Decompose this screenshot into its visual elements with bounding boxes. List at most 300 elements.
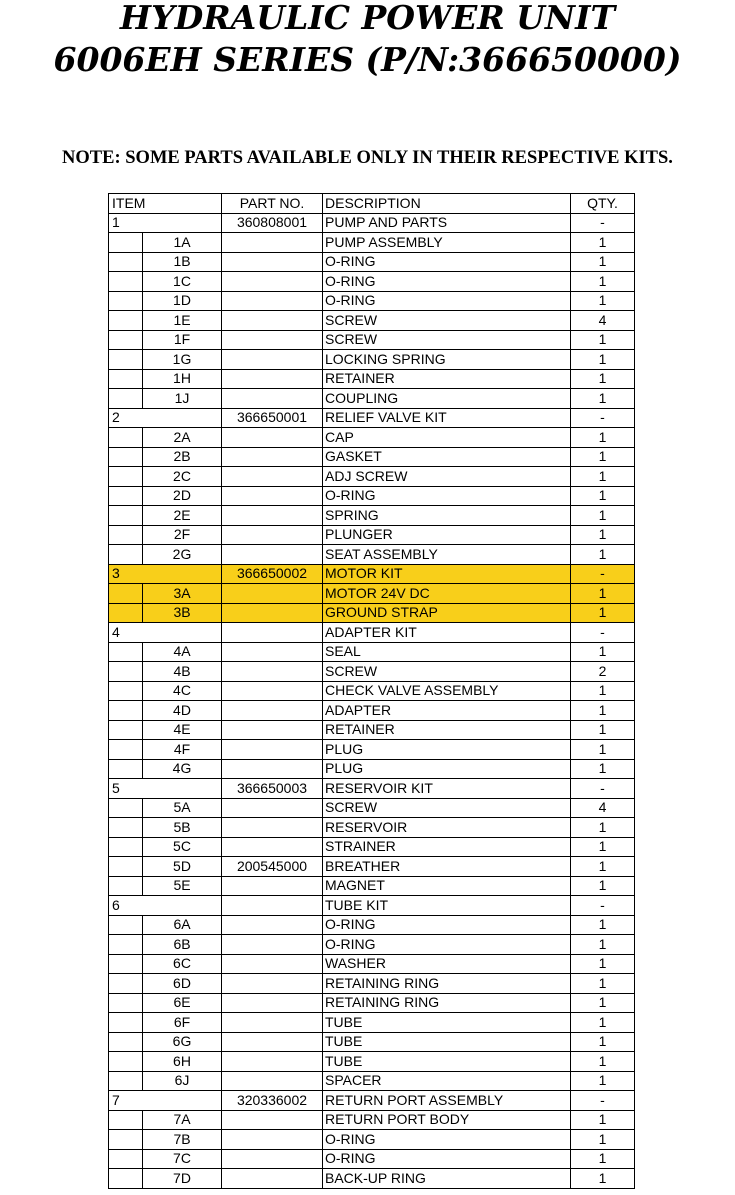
description-cell: O-RING: [323, 1149, 571, 1169]
description-cell: SPACER: [323, 1071, 571, 1091]
parts-table: [108, 193, 635, 1189]
parts-table-header: [109, 194, 635, 214]
description-cell: ADJ SCREW: [323, 467, 571, 487]
description-cell: ADAPTER KIT: [323, 623, 571, 643]
description-cell: LOCKING SPRING: [323, 350, 571, 370]
parts-table-body: [109, 213, 635, 1188]
part-number-cell: [222, 662, 323, 682]
description-cell: RELIEF VALVE KIT: [323, 408, 571, 428]
qty-cell: 1: [571, 857, 635, 877]
item-spacer-cell: [109, 330, 143, 350]
item-number-cell: 3A: [143, 584, 222, 604]
part-number-cell: [222, 233, 323, 253]
part-number-cell: [222, 1149, 323, 1169]
item-number-cell: 4B: [143, 662, 222, 682]
part-number-cell: [222, 1052, 323, 1072]
item-number-cell: 4A: [143, 642, 222, 662]
header-qty: QTY.: [571, 194, 635, 214]
item-spacer-cell: [109, 818, 143, 838]
part-row: [109, 701, 635, 721]
part-number-cell: [222, 681, 323, 701]
part-row: [109, 272, 635, 292]
item-spacer-cell: [109, 486, 143, 506]
item-spacer-cell: [109, 1110, 143, 1130]
part-number-cell: [222, 1071, 323, 1091]
description-cell: WASHER: [323, 954, 571, 974]
item-spacer-cell: [109, 662, 143, 682]
item-spacer-cell: [109, 1013, 143, 1033]
item-spacer-cell: [109, 389, 143, 409]
part-row: [109, 642, 635, 662]
item-number-cell: 6D: [143, 974, 222, 994]
item-number-cell: 5D: [143, 857, 222, 877]
part-row: [109, 798, 635, 818]
part-number-cell: [222, 1013, 323, 1033]
item-spacer-cell: [109, 798, 143, 818]
part-number-cell: [222, 954, 323, 974]
item-spacer-cell: [109, 311, 143, 331]
part-row: [109, 428, 635, 448]
item-number-cell: 7: [109, 1091, 222, 1111]
header-description: DESCRIPTION: [323, 194, 571, 214]
part-row: [109, 545, 635, 565]
part-row: [109, 837, 635, 857]
qty-cell: 1: [571, 291, 635, 311]
description-cell: MOTOR KIT: [323, 564, 571, 584]
part-number-cell: 366650001: [222, 408, 323, 428]
part-row: [109, 1130, 635, 1150]
part-row: [109, 818, 635, 838]
description-cell: PUMP ASSEMBLY: [323, 233, 571, 253]
item-spacer-cell: [109, 1052, 143, 1072]
qty-cell: 1: [571, 506, 635, 526]
part-number-cell: [222, 1110, 323, 1130]
description-cell: SEAT ASSEMBLY: [323, 545, 571, 565]
part-row: [109, 1110, 635, 1130]
part-number-cell: [222, 389, 323, 409]
part-number-cell: 366650002: [222, 564, 323, 584]
qty-cell: 1: [571, 1110, 635, 1130]
item-number-cell: 2G: [143, 545, 222, 565]
qty-cell: 1: [571, 233, 635, 253]
part-row: [109, 1149, 635, 1169]
item-number-cell: 6A: [143, 915, 222, 935]
part-number-cell: [222, 915, 323, 935]
document-title-line1: HYDRAULIC POWER UNIT: [119, 0, 616, 37]
item-spacer-cell: [109, 857, 143, 877]
qty-cell: 1: [571, 720, 635, 740]
item-number-cell: 5C: [143, 837, 222, 857]
item-spacer-cell: [109, 681, 143, 701]
item-spacer-cell: [109, 935, 143, 955]
item-number-cell: 1F: [143, 330, 222, 350]
item-number-cell: 7C: [143, 1149, 222, 1169]
part-row: [109, 759, 635, 779]
part-number-cell: 360808001: [222, 213, 323, 233]
item-number-cell: 5B: [143, 818, 222, 838]
item-spacer-cell: [109, 447, 143, 467]
qty-cell: 1: [571, 876, 635, 896]
item-spacer-cell: [109, 993, 143, 1013]
item-number-cell: 4D: [143, 701, 222, 721]
part-number-cell: [222, 291, 323, 311]
part-number-cell: [222, 1032, 323, 1052]
kit-row: [109, 213, 635, 233]
item-spacer-cell: [109, 252, 143, 272]
qty-cell: 1: [571, 974, 635, 994]
description-cell: O-RING: [323, 252, 571, 272]
item-spacer-cell: [109, 974, 143, 994]
part-number-cell: [222, 759, 323, 779]
part-row: [109, 1032, 635, 1052]
qty-cell: 1: [571, 915, 635, 935]
part-number-cell: [222, 1169, 323, 1189]
item-number-cell: 5A: [143, 798, 222, 818]
part-row: [109, 1169, 635, 1189]
part-number-cell: [222, 330, 323, 350]
item-number-cell: 1J: [143, 389, 222, 409]
qty-cell: -: [571, 564, 635, 584]
qty-cell: 1: [571, 525, 635, 545]
part-number-cell: 200545000: [222, 857, 323, 877]
qty-cell: 1: [571, 681, 635, 701]
part-row: [109, 584, 635, 604]
item-spacer-cell: [109, 350, 143, 370]
qty-cell: 1: [571, 759, 635, 779]
qty-cell: 1: [571, 603, 635, 623]
description-cell: RESERVOIR KIT: [323, 779, 571, 799]
description-cell: BACK-UP RING: [323, 1169, 571, 1189]
item-number-cell: 1D: [143, 291, 222, 311]
part-number-cell: [222, 584, 323, 604]
qty-cell: 1: [571, 954, 635, 974]
item-spacer-cell: [109, 1071, 143, 1091]
item-spacer-cell: [109, 720, 143, 740]
description-cell: CAP: [323, 428, 571, 448]
qty-cell: 1: [571, 1052, 635, 1072]
description-cell: TUBE: [323, 1052, 571, 1072]
item-number-cell: 2E: [143, 506, 222, 526]
part-number-cell: [222, 642, 323, 662]
item-number-cell: 6E: [143, 993, 222, 1013]
item-number-cell: 2A: [143, 428, 222, 448]
item-spacer-cell: [109, 272, 143, 292]
part-number-cell: [222, 252, 323, 272]
qty-cell: 4: [571, 311, 635, 331]
part-row: [109, 252, 635, 272]
part-number-cell: [222, 447, 323, 467]
qty-cell: -: [571, 1091, 635, 1111]
description-cell: RETURN PORT BODY: [323, 1110, 571, 1130]
part-number-cell: [222, 506, 323, 526]
item-spacer-cell: [109, 915, 143, 935]
item-spacer-cell: [109, 954, 143, 974]
kit-row: [109, 1091, 635, 1111]
kit-row: [109, 408, 635, 428]
item-number-cell: 6: [109, 896, 222, 916]
qty-cell: -: [571, 408, 635, 428]
qty-cell: 1: [571, 369, 635, 389]
qty-cell: 2: [571, 662, 635, 682]
qty-cell: 1: [571, 350, 635, 370]
item-spacer-cell: [109, 291, 143, 311]
item-spacer-cell: [109, 369, 143, 389]
part-number-cell: [222, 467, 323, 487]
item-number-cell: 2: [109, 408, 222, 428]
description-cell: SCREW: [323, 330, 571, 350]
qty-cell: -: [571, 779, 635, 799]
part-number-cell: 366650003: [222, 779, 323, 799]
part-number-cell: [222, 974, 323, 994]
part-row: [109, 876, 635, 896]
qty-cell: 1: [571, 1169, 635, 1189]
description-cell: SCREW: [323, 798, 571, 818]
part-number-cell: [222, 525, 323, 545]
item-spacer-cell: [109, 584, 143, 604]
part-row: [109, 330, 635, 350]
part-row: [109, 525, 635, 545]
description-cell: O-RING: [323, 915, 571, 935]
part-number-cell: [222, 837, 323, 857]
part-number-cell: [222, 993, 323, 1013]
item-number-cell: 2D: [143, 486, 222, 506]
item-number-cell: 5: [109, 779, 222, 799]
qty-cell: 1: [571, 1130, 635, 1150]
part-row: [109, 915, 635, 935]
part-number-cell: [222, 818, 323, 838]
qty-cell: 1: [571, 584, 635, 604]
part-number-cell: [222, 1130, 323, 1150]
qty-cell: 1: [571, 447, 635, 467]
item-number-cell: 1G: [143, 350, 222, 370]
part-row: [109, 993, 635, 1013]
item-spacer-cell: [109, 428, 143, 448]
part-row: [109, 233, 635, 253]
item-number-cell: 1C: [143, 272, 222, 292]
qty-cell: 1: [571, 330, 635, 350]
item-number-cell: 1E: [143, 311, 222, 331]
description-cell: O-RING: [323, 935, 571, 955]
item-spacer-cell: [109, 233, 143, 253]
kit-row: [109, 623, 635, 643]
kit-row: [109, 779, 635, 799]
qty-cell: 1: [571, 545, 635, 565]
item-spacer-cell: [109, 467, 143, 487]
description-cell: RETAINER: [323, 720, 571, 740]
description-cell: TUBE: [323, 1013, 571, 1033]
part-row: [109, 311, 635, 331]
item-number-cell: 1B: [143, 252, 222, 272]
part-number-cell: [222, 798, 323, 818]
qty-cell: 1: [571, 837, 635, 857]
part-number-cell: [222, 369, 323, 389]
description-cell: O-RING: [323, 272, 571, 292]
part-row: [109, 291, 635, 311]
qty-cell: 1: [571, 486, 635, 506]
item-spacer-cell: [109, 1032, 143, 1052]
item-spacer-cell: [109, 1149, 143, 1169]
qty-cell: 1: [571, 818, 635, 838]
item-number-cell: 1H: [143, 369, 222, 389]
qty-cell: 1: [571, 1149, 635, 1169]
qty-cell: 1: [571, 1071, 635, 1091]
part-number-cell: [222, 740, 323, 760]
item-number-cell: 4G: [143, 759, 222, 779]
part-row: [109, 974, 635, 994]
qty-cell: 1: [571, 701, 635, 721]
qty-cell: 1: [571, 428, 635, 448]
item-number-cell: 7A: [143, 1110, 222, 1130]
qty-cell: 1: [571, 252, 635, 272]
item-number-cell: 6H: [143, 1052, 222, 1072]
part-number-cell: [222, 272, 323, 292]
item-number-cell: 7B: [143, 1130, 222, 1150]
item-number-cell: 6F: [143, 1013, 222, 1033]
description-cell: TUBE: [323, 1032, 571, 1052]
description-cell: MOTOR 24V DC: [323, 584, 571, 604]
item-number-cell: 4E: [143, 720, 222, 740]
parts-note: NOTE: SOME PARTS AVAILABLE ONLY IN THEIR RESPECTIVE KITS.: [62, 148, 673, 168]
item-number-cell: 4C: [143, 681, 222, 701]
part-number-cell: 320336002: [222, 1091, 323, 1111]
item-number-cell: 6J: [143, 1071, 222, 1091]
part-row: [109, 935, 635, 955]
part-number-cell: [222, 311, 323, 331]
qty-cell: 1: [571, 1032, 635, 1052]
part-row: [109, 447, 635, 467]
description-cell: GASKET: [323, 447, 571, 467]
header-item: ITEM: [109, 194, 222, 214]
item-number-cell: 3: [109, 564, 222, 584]
description-cell: PLUNGER: [323, 525, 571, 545]
part-row: [109, 603, 635, 623]
item-number-cell: 6G: [143, 1032, 222, 1052]
part-row: [109, 662, 635, 682]
item-number-cell: 3B: [143, 603, 222, 623]
item-spacer-cell: [109, 740, 143, 760]
part-number-cell: [222, 428, 323, 448]
item-number-cell: 4: [109, 623, 222, 643]
description-cell: RETURN PORT ASSEMBLY: [323, 1091, 571, 1111]
item-number-cell: 6C: [143, 954, 222, 974]
qty-cell: 1: [571, 935, 635, 955]
description-cell: RETAINING RING: [323, 993, 571, 1013]
part-number-cell: [222, 623, 323, 643]
item-number-cell: 5E: [143, 876, 222, 896]
part-row: [109, 1052, 635, 1072]
kit-row: [109, 564, 635, 584]
description-cell: BREATHER: [323, 857, 571, 877]
item-spacer-cell: [109, 837, 143, 857]
item-spacer-cell: [109, 545, 143, 565]
item-spacer-cell: [109, 506, 143, 526]
description-cell: PLUG: [323, 759, 571, 779]
qty-cell: 1: [571, 740, 635, 760]
description-cell: O-RING: [323, 1130, 571, 1150]
part-row: [109, 486, 635, 506]
header-part-no: PART NO.: [222, 194, 323, 214]
item-number-cell: 2B: [143, 447, 222, 467]
description-cell: RETAINER: [323, 369, 571, 389]
part-number-cell: [222, 603, 323, 623]
qty-cell: -: [571, 896, 635, 916]
part-row: [109, 467, 635, 487]
part-row: [109, 350, 635, 370]
item-spacer-cell: [109, 1130, 143, 1150]
qty-cell: 1: [571, 1013, 635, 1033]
part-row: [109, 681, 635, 701]
part-number-cell: [222, 545, 323, 565]
qty-cell: 1: [571, 467, 635, 487]
description-cell: CHECK VALVE ASSEMBLY: [323, 681, 571, 701]
description-cell: MAGNET: [323, 876, 571, 896]
part-number-cell: [222, 935, 323, 955]
item-spacer-cell: [109, 525, 143, 545]
description-cell: RETAINING RING: [323, 974, 571, 994]
item-number-cell: 2C: [143, 467, 222, 487]
description-cell: COUPLING: [323, 389, 571, 409]
qty-cell: 1: [571, 642, 635, 662]
item-spacer-cell: [109, 759, 143, 779]
description-cell: SEAL: [323, 642, 571, 662]
part-row: [109, 740, 635, 760]
description-cell: O-RING: [323, 486, 571, 506]
item-spacer-cell: [109, 1169, 143, 1189]
qty-cell: 1: [571, 993, 635, 1013]
part-row: [109, 1013, 635, 1033]
item-spacer-cell: [109, 701, 143, 721]
item-number-cell: 7D: [143, 1169, 222, 1189]
qty-cell: -: [571, 623, 635, 643]
part-number-cell: [222, 486, 323, 506]
item-number-cell: 1: [109, 213, 222, 233]
description-cell: STRAINER: [323, 837, 571, 857]
part-row: [109, 506, 635, 526]
part-row: [109, 954, 635, 974]
description-cell: O-RING: [323, 291, 571, 311]
part-number-cell: [222, 720, 323, 740]
description-cell: SCREW: [323, 662, 571, 682]
part-row: [109, 389, 635, 409]
item-spacer-cell: [109, 642, 143, 662]
qty-cell: 1: [571, 389, 635, 409]
description-cell: PLUG: [323, 740, 571, 760]
item-number-cell: 1A: [143, 233, 222, 253]
description-cell: RESERVOIR: [323, 818, 571, 838]
part-row: [109, 857, 635, 877]
qty-cell: 4: [571, 798, 635, 818]
part-number-cell: [222, 896, 323, 916]
part-row: [109, 720, 635, 740]
item-number-cell: 6B: [143, 935, 222, 955]
description-cell: TUBE KIT: [323, 896, 571, 916]
part-number-cell: [222, 876, 323, 896]
document-title-line2: 6006EH SERIES (P/N:366650000): [53, 40, 682, 79]
item-number-cell: 2F: [143, 525, 222, 545]
description-cell: SPRING: [323, 506, 571, 526]
description-cell: ADAPTER: [323, 701, 571, 721]
part-row: [109, 1071, 635, 1091]
part-number-cell: [222, 701, 323, 721]
description-cell: GROUND STRAP: [323, 603, 571, 623]
qty-cell: 1: [571, 272, 635, 292]
description-cell: SCREW: [323, 311, 571, 331]
part-number-cell: [222, 350, 323, 370]
kit-row: [109, 896, 635, 916]
qty-cell: -: [571, 213, 635, 233]
description-cell: PUMP AND PARTS: [323, 213, 571, 233]
item-number-cell: 4F: [143, 740, 222, 760]
